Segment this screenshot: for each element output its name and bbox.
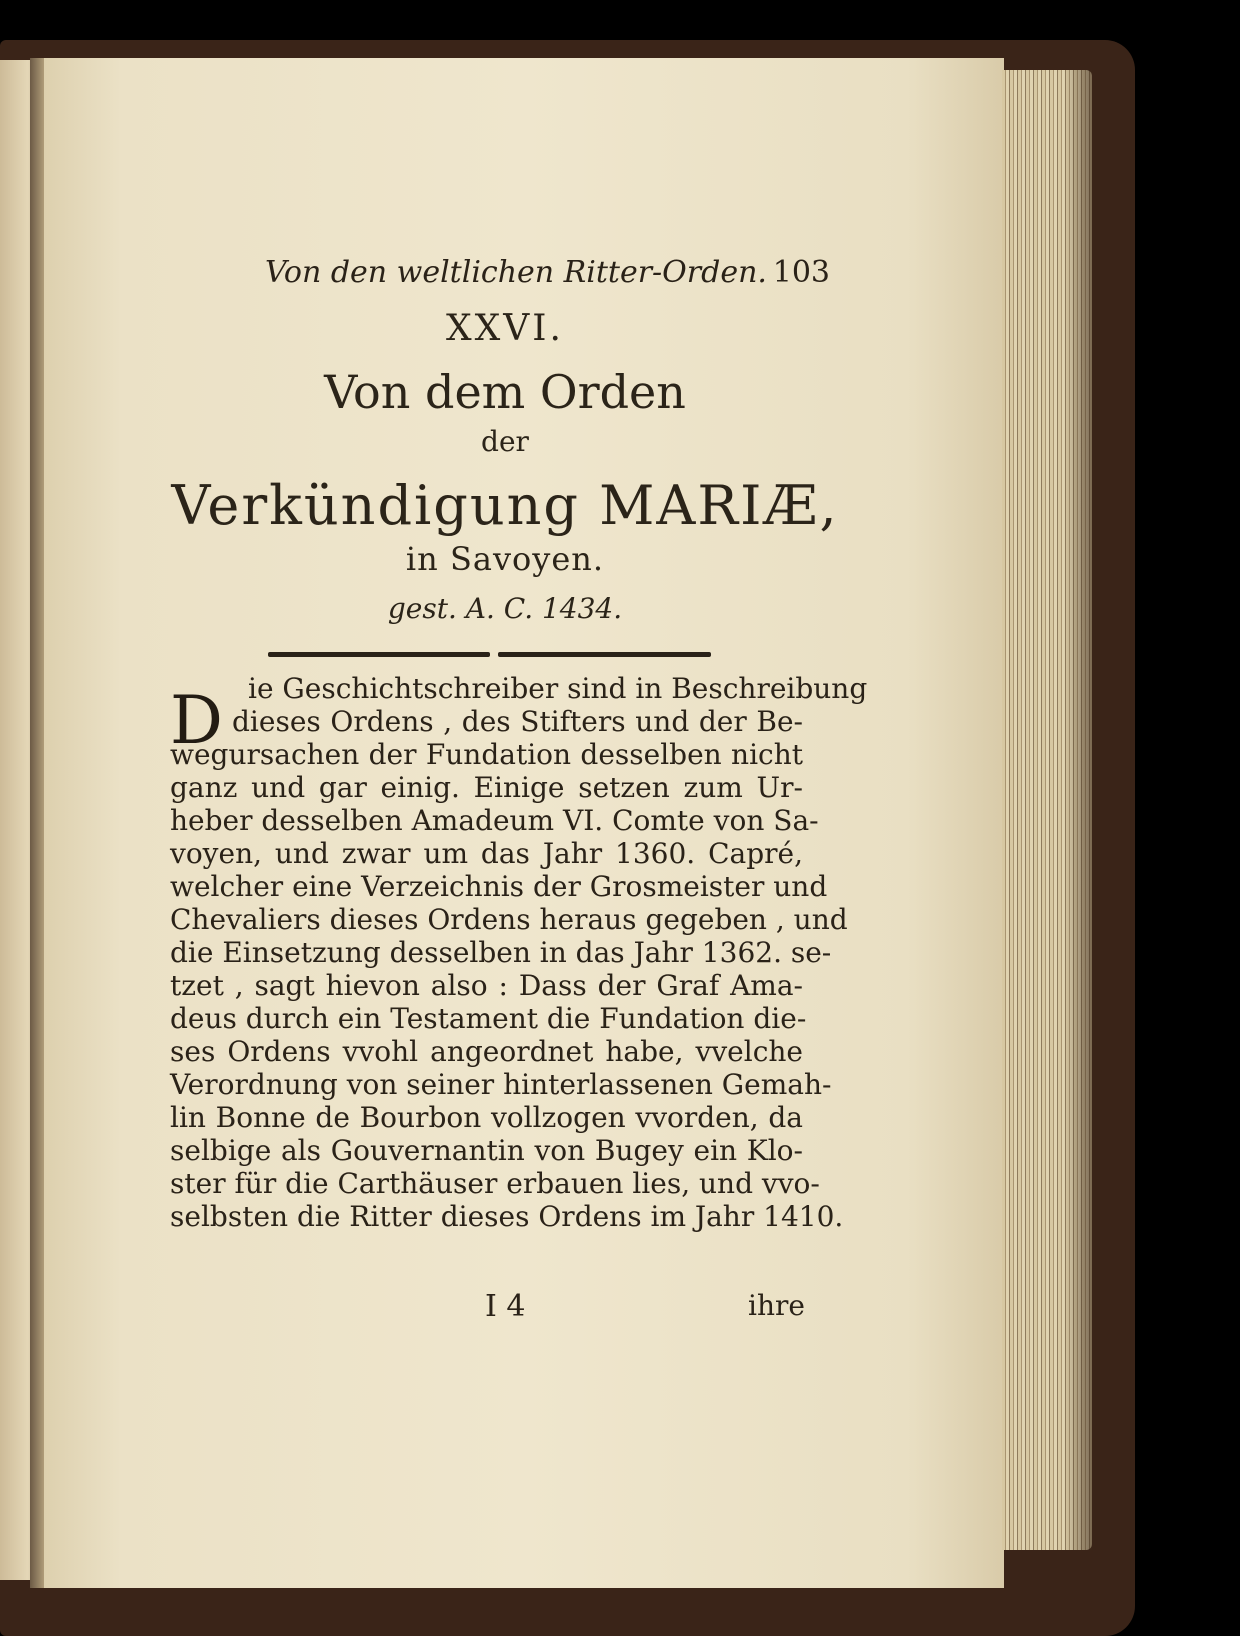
body-line: Verordnung von seiner hinterlassenen Gemah- (170, 1068, 832, 1101)
body-line: selbige als Gouvernantin von Bugey ein Klo- (170, 1134, 803, 1167)
body-line: ses Ordens vvohl angeordnet habe, vvelche (170, 1035, 803, 1068)
body-line: dieses Ordens , des Stifters und der Be- (232, 705, 803, 738)
body-line: selbsten die Ritter dieses Ordens im Jahr 1410. (170, 1200, 844, 1233)
body-line: Chevaliers dieses Ordens heraus gegeben , und (170, 903, 848, 936)
body-line: deus durch ein Testament die Fundation die- (170, 1002, 807, 1035)
title-line-4: in Savoyen. (405, 540, 605, 578)
running-title: Von den weltlichen Ritter-Orden. (265, 255, 767, 290)
signature-mark: I 4 (485, 1289, 526, 1324)
page-number: 103 (772, 255, 830, 290)
body-line: heber desselben Amadeum VI. Comte von Sa- (170, 804, 819, 837)
chapter-number: XXVI. (446, 308, 564, 349)
divider-rule-right (498, 652, 711, 657)
body-line: ie Geschichtschreiber sind in Beschreibung (248, 672, 868, 705)
title-line-2: der (481, 425, 529, 458)
catchword: ihre (748, 1289, 805, 1322)
title-line-3: Verkündigung MARIÆ, (171, 474, 839, 537)
body-line: ganz und gar einig. Einige setzen zum Ur- (170, 771, 803, 804)
body-line: wegursachen der Fundation desselben nicht (170, 738, 803, 771)
page-edges (1002, 70, 1092, 1550)
founded-date: gest. A. C. 1434. (387, 592, 623, 625)
title-line-1: Von dem Orden (324, 365, 686, 419)
body-line: voyen, und zwar um das Jahr 1360. Capré, (170, 837, 803, 870)
running-head (265, 255, 830, 295)
divider-rule-left (268, 652, 490, 657)
body-line: tzet , sagt hievon also : Dass der Graf Ama- (170, 969, 803, 1002)
body-line: die Einsetzung desselben in das Jahr 1362. se- (170, 936, 832, 969)
body-line: lin Bonne de Bourbon vollzogen vvorden, da (170, 1101, 803, 1134)
body-line: welcher eine Verzeichnis der Grosmeister und (170, 870, 828, 903)
body-line: ster für die Carthäuser erbauen lies, und vvo- (170, 1167, 820, 1200)
drop-cap: D (170, 682, 223, 759)
